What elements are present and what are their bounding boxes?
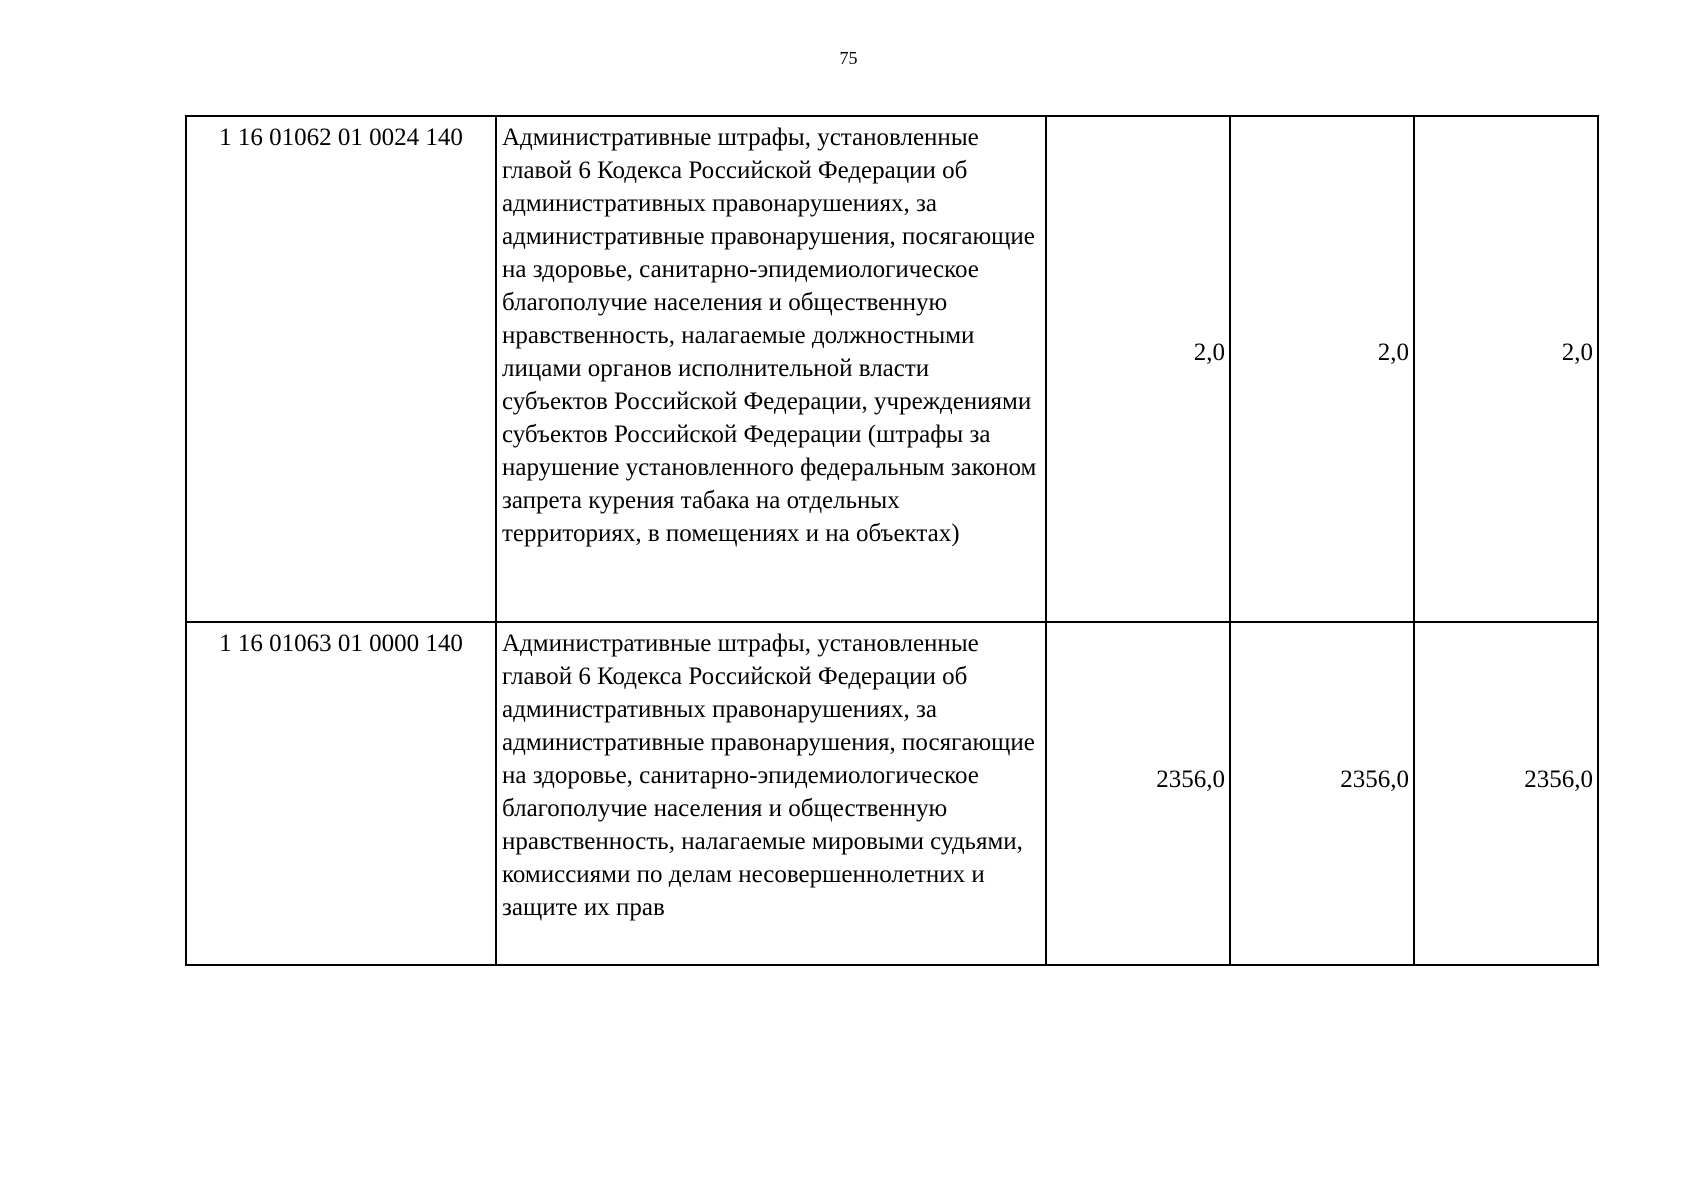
table-row bbox=[186, 622, 1598, 965]
budget-code-cell: 1 16 01063 01 0000 140 bbox=[186, 622, 496, 965]
description-cell: Административные штрафы, установленные главой 6 Кодекса Российской Федерации об административных правонарушениях, за административные правонарушения, посягающие на здоровье, санитарно-эпидемиологическое благополучие населения и общественную нравственность, налагаемые должностными лицами органов исполнительной власти субъектов Российской Федерации, учреждениями субъектов Российской Федерации (штрафы за нарушение установленного федеральным законом запрета курения табака на отдельных территориях, в помещениях и на объектах) bbox=[496, 116, 1046, 622]
value-cell-3: 2356,0 bbox=[1414, 622, 1598, 965]
budget-table bbox=[185, 115, 1599, 966]
value-cell-2: 2,0 bbox=[1230, 116, 1414, 622]
value-cell-3: 2,0 bbox=[1414, 116, 1598, 622]
value-cell-1: 2356,0 bbox=[1046, 622, 1230, 965]
budget-code-cell: 1 16 01062 01 0024 140 bbox=[186, 116, 496, 622]
table-row bbox=[186, 116, 1598, 622]
value-cell-1: 2,0 bbox=[1046, 116, 1230, 622]
page-number: 75 bbox=[839, 48, 858, 68]
value-cell-2: 2356,0 bbox=[1230, 622, 1414, 965]
description-cell: Административные штрафы, установленные главой 6 Кодекса Российской Федерации об административных правонарушениях, за административные правонарушения, посягающие на здоровье, санитарно-эпидемиологическое благополучие населения и общественную нравственность, налагаемые мировыми судьями, комиссиями по делам несовершеннолетних и защите их прав bbox=[496, 622, 1046, 965]
